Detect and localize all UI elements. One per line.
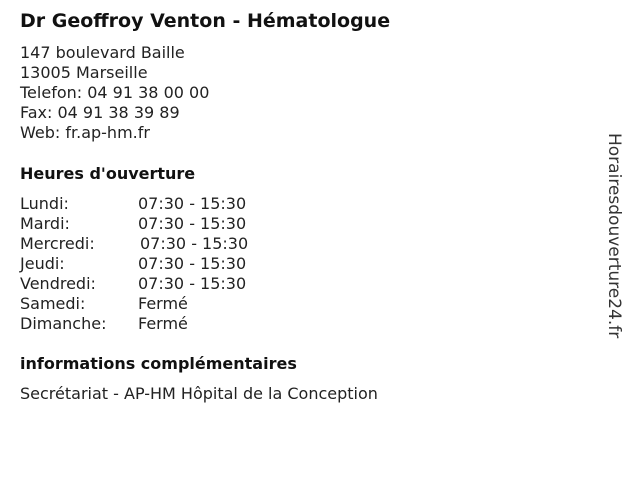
hours-day-label: Mercredi: [20, 234, 95, 253]
hours-day-label: Samedi: [20, 294, 86, 313]
hours-time-value: 07:30 - 15:30 [138, 194, 247, 213]
hours-time-value: 07:30 - 15:30 [138, 214, 247, 233]
address-city: 13005 Marseille [20, 63, 148, 82]
hours-day-label: Vendredi: [20, 274, 96, 293]
fax-number: Fax: 04 91 38 39 89 [20, 103, 180, 122]
website-link[interactable]: Web: fr.ap-hm.fr [20, 123, 150, 142]
site-watermark: Horairesdouverture24.fr [604, 133, 624, 339]
hours-day-label: Lundi: [20, 194, 69, 213]
additional-info-heading: informations complémentaires [20, 354, 297, 373]
hours-day-label: Jeudi: [20, 254, 65, 273]
page-title: Dr Geoffroy Venton - Hématologue [20, 10, 391, 32]
hours-day-label: Mardi: [20, 214, 70, 233]
hours-time-value: Fermé [138, 294, 188, 313]
phone-number[interactable]: Telefon: 04 91 38 00 00 [20, 83, 210, 102]
hours-day-label: Dimanche: [20, 314, 107, 333]
hours-time-value: 07:30 - 15:30 [140, 234, 249, 253]
hours-time-value: 07:30 - 15:30 [138, 254, 247, 273]
additional-info-text: Secrétariat - AP-HM Hôpital de la Conception [20, 384, 378, 403]
opening-hours-heading: Heures d'ouverture [20, 164, 196, 183]
hours-time-value: 07:30 - 15:30 [138, 274, 247, 293]
address-street: 147 boulevard Baille [20, 43, 185, 62]
address-block [20, 43, 209, 143]
hours-time-value: Fermé [138, 314, 188, 333]
